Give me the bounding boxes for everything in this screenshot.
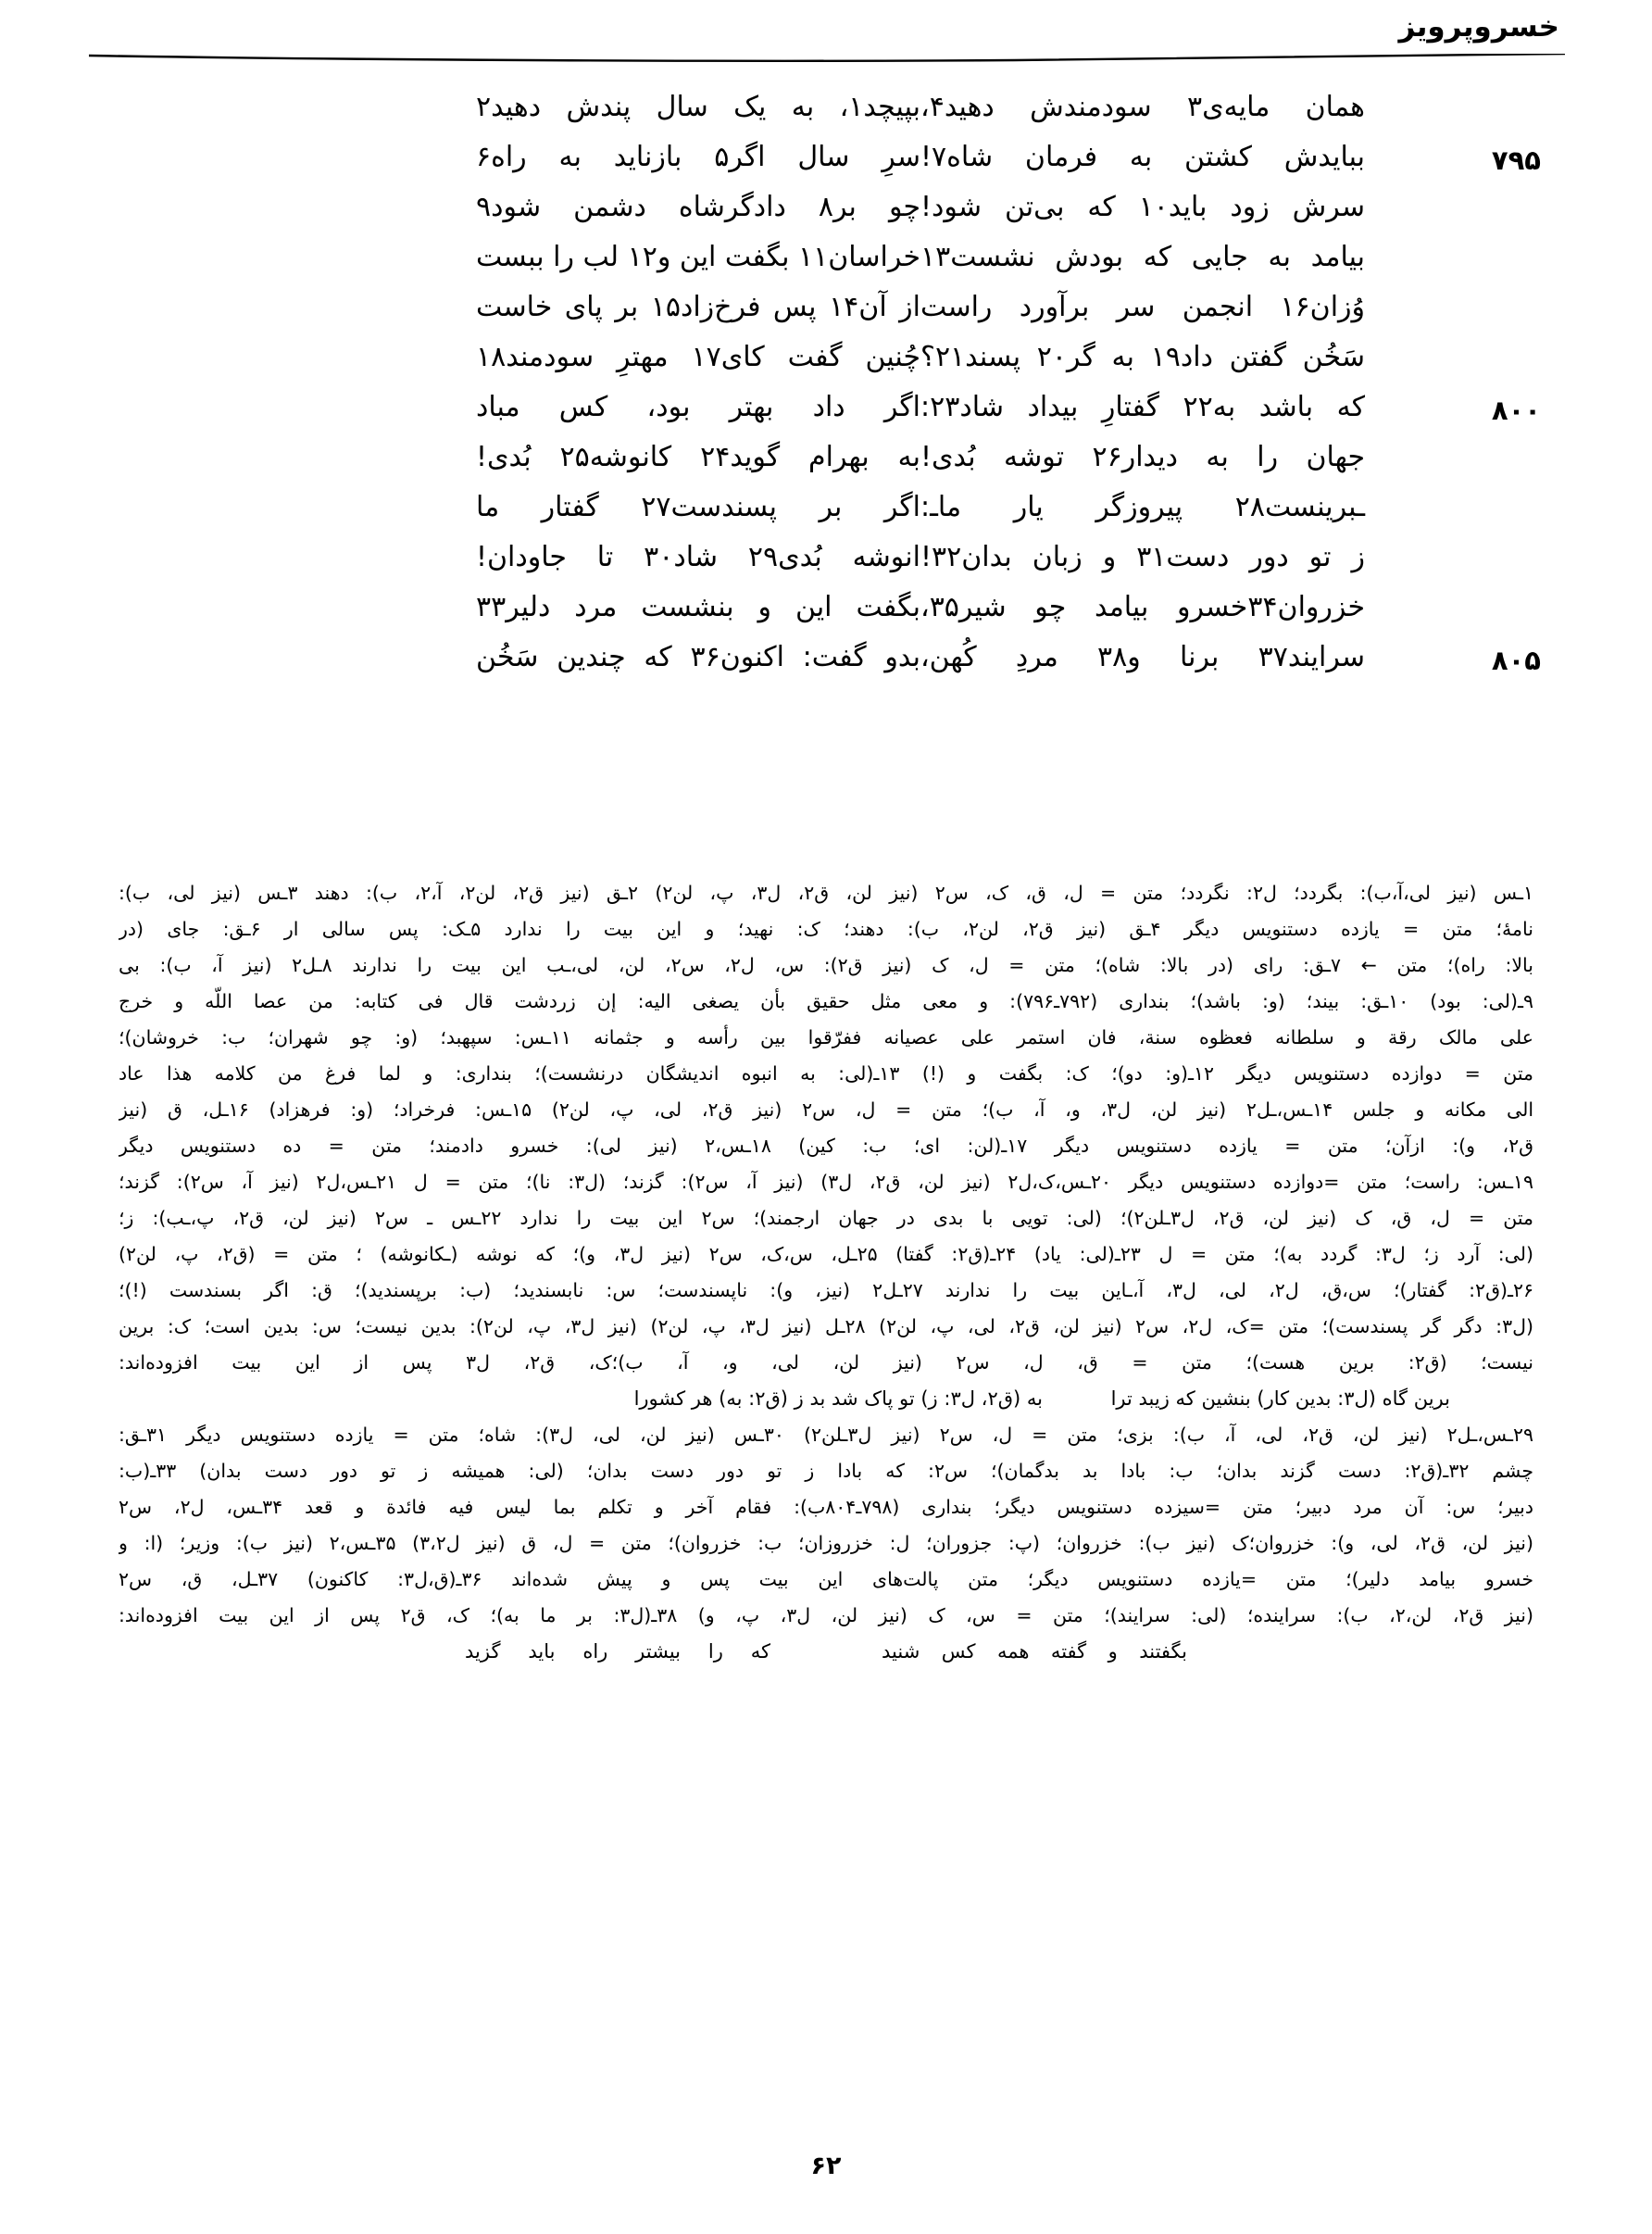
- verse-row: [111, 389, 1541, 439]
- verse-number: [1439, 239, 1541, 245]
- verse-row: [111, 539, 1541, 589]
- verse-row: [111, 189, 1541, 239]
- hemistich-second: ـبرینست۲۸ پیروزگر یار ماـ:: [920, 491, 1365, 523]
- hemistich-first: چُنین گفت کای۱۷ مهترِ سودمند۱۸: [476, 341, 920, 373]
- verse-row: [111, 289, 1541, 339]
- verse-number: [1439, 189, 1541, 195]
- apparatus-line: متن = دوازده دستنویس دیگر ۱۲ـ(و: دو)؛ ک: بگفت و (!) ۱۳ـ(لی: به انبوه اندیشگان درنشست)؛ بنداری: و لما فرغ من کلامه هذا عاد: [119, 1062, 1533, 1085]
- hemistich-second: جهان را به دیدار۲۶ توشه بُدی!: [920, 441, 1366, 473]
- verse-row: [111, 89, 1541, 139]
- verse-number: [1439, 589, 1541, 595]
- hemistich-second: سرش زود باید۱۰ که بی‌تن شود!: [920, 191, 1365, 223]
- hemistich-first: انوشه بُدی۲۹ شاد۳۰ تا جاودان!: [476, 541, 920, 573]
- apparatus-line: ۹ـ(لی: بود) ۱۰ـق: بیند؛ (و: باشد)؛ بنداری (۷۹۲ـ۷۹۶): و معی مثل حقیق بأن یصغی الیه: إن زردشت قال فی کتابه: من عصا اللّه و خرج: [119, 990, 1533, 1012]
- apparatus-line: چشم ۳۲ـ(ق۲: دست گزند بدان؛ ب: بادا بد بدگمان)؛ س۲: که بادا ز تو دور دست بدان؛ (لی: همیشه ز تو دور دست بدان) ۳۳ـ(ب:: [119, 1460, 1533, 1482]
- hemistich-second: خزروان۳۴خسرو بیامد چو شیر۳۵،: [920, 591, 1365, 623]
- verse-number: [1439, 339, 1541, 345]
- page-header: [0, 9, 1652, 65]
- apparatus-criticus: [119, 875, 1533, 1670]
- verse-number: [1439, 89, 1541, 94]
- inline-verse-gap: [770, 1634, 882, 1670]
- apparatus-line: ۱ـس (نیز لی،آ،ب): بگردد؛ ل۲: نگردد؛ متن = ل، ق، ک، س۲ (نیز لن، ق۲، ل۳، پ، لن۲) ۲ـق (نیز ق۲، لن۲، آ،۲، ب): دهند ۳ـس (نیز لی، ب):: [119, 882, 1533, 904]
- hemistich-first: از آن۱۴ پس فرخ‌زاد۱۵ بر پای خاست: [476, 291, 921, 323]
- inline-verse-gap: [1043, 1381, 1145, 1417]
- verse-number: ۷۹۵: [1491, 144, 1541, 176]
- verse-number: [1439, 439, 1541, 445]
- inline-verse-hemistich-second: که را بیشتر راه باید گزید: [465, 1640, 770, 1663]
- apparatus-inline-verse: [119, 1634, 1533, 1670]
- apparatus-line: الی مکانه و جلس ۱۴ـس،ـل۲ (نیز لن، ل۳، و، آ، ب)؛ متن = ل، س۲ (نیز ق۲، لی، پ، لن۲) ۱۵ـس: فرخراد؛ (و: فرهزاد) ۱۶ـل، ق (نیز: [119, 1098, 1533, 1121]
- apparatus-line: (ل۳: دگر گر پسندست)؛ متن =ک، ل۲، س۲ (نیز لن، ق۲، لی، پ، لن۲) ۲۸ـل (نیز ل۳، پ، لن۲) (نیز ل۳، پ، لن۲): بدین نیست؛ س: بدین است؛ ک: برین: [119, 1315, 1533, 1337]
- apparatus-line: متن = ل، ق، ک (نیز لن، ق۲، ل۳ـلن۲)؛ (لی: تویی با بدی در جهان ارجمند)؛ س۲ این بیت را ندارد ۲۲ـس ـ س۲ (نیز لن، ق۲، پ،ـب): ز؛: [119, 1207, 1533, 1229]
- apparatus-line: علی مالک رقة و سلطانه فعظوه سنة، فان استمر علی عصیانه ففرّقوا بین رأسه و جثمانه ۱۱ـس: سپهبد؛ (و: چو شهران؛ ب: خروشان)؛: [119, 1026, 1533, 1048]
- hemistich-first: به بهرام گوید۲۴ کانوشه۲۵ بُدی!: [476, 441, 920, 473]
- inline-verse-hemistich-first: بگفتند و گفته همه کس شنید: [882, 1640, 1187, 1663]
- apparatus-line: نامهٔ؛ متن = یازده دستنویس دیگر ۴ـق (نیز ق۲، لن۲، ب): دهند؛ ک: نهید؛ و این بیت را ندارد ۵ـک: پس سالی ار ۶ـق: جای (در: [119, 918, 1533, 940]
- apparatus-line: نیست؛ (ق۲: برین هست)؛ متن = ق، ل، س۲ (نیز لن، لی، و، آ، ب)؛ک، ق۲، ل۳ پس از این بیت افزوده‌اند:: [119, 1351, 1533, 1374]
- header-rule: [89, 54, 1565, 63]
- apparatus-line: (نیز لن، ق۲، لی، و): خزروان؛ک (نیز ب): خزروان؛ (پ: جزوران؛ ل: خزروزان؛ ب: خزروان)؛ متن = ل، ق (نیز ل۳،۲) ۳۵ـس،۲ (نیز ب): وزیر؛ (ا: و: [119, 1532, 1533, 1554]
- hemistich-second: همان مایه‌ی۳ سودمندش دهید۴،: [920, 91, 1365, 123]
- verse-block: [111, 89, 1541, 689]
- verse-number: [1439, 289, 1541, 295]
- apparatus-line: ق۲، و): ازآن؛ متن = یازده دستنویس دیگر ۱۷ـ(لن: ای؛ ب: کین) ۱۸ـس،۲ (نیز لی): خسرو دادمند؛ متن = ده دستنویس دیگر: [119, 1135, 1533, 1157]
- verse-row: [111, 239, 1541, 289]
- apparatus-line: (نیز ق۲، لن،۲، ب): سراینده؛ (لی: سرایند)؛ متن = س، ک (نیز لن، ل۳، پ، و) ۳۸ـ(ل۳: بر ما به)؛ ک، ق۲ پس از این بیت افزوده‌اند:: [119, 1604, 1533, 1626]
- apparatus-inline-verse: [119, 1381, 1533, 1417]
- page-number: ۶۲: [810, 2152, 842, 2180]
- verse-row: [111, 639, 1541, 689]
- hemistich-first: بدو گفت: اکنون۳۶ که چندین سَخُن: [476, 641, 920, 673]
- hemistich-second: بیامد به جایی که بودش نشست۱۳: [920, 241, 1365, 273]
- verse-row: [111, 339, 1541, 389]
- hemistich-first: بپیچد۱، به یک سال پندش دهید۲: [476, 91, 920, 123]
- hemistich-first: سرِ سال اگر۵ بازناید به راه۶: [476, 141, 920, 173]
- verse-row: [111, 139, 1541, 189]
- hemistich-first: اگر داد بهتر بود، کس مباد: [476, 391, 920, 423]
- apparatus-line: ۱۹ـس: راست؛ متن =دوازده دستنویس دیگر ۲۰ـس،ک،ل۲ (نیز لن، ق۲، ل۳) (نیز آ، س۲): گزند؛ (ل۳: نا)؛ متن = ل ۲۱ـس،ل۲ (نیز آ، س۲): گزند؛: [119, 1171, 1533, 1193]
- apparatus-line: خسرو بیامد دلیر)؛ متن =یازده دستنویس دیگر؛ متن پالت‌های این بیت پس و پیش شده‌اند ۳۶ـ(ق،ل۳: کاکنون) ۳۷ـل، ق، س۲: [119, 1568, 1533, 1590]
- hemistich-second: ز تو دور دست۳۱ و زبان بدان۳۲!: [920, 541, 1365, 573]
- apparatus-line: ۲۹ـس،ـل۲ (نیز لن، ق۲، لی، آ، ب): بزی؛ متن = ل، س۲ (نیز ل۳ـلن۲) ۳۰ـس (نیز لن، لی، ل۳): شاه؛ متن = یازده دستنویس دیگر ۳۱ـق:: [119, 1424, 1533, 1446]
- apparatus-line: (لی: آرد ز؛ ل۳: گردد به)؛ متن = ل ۲۳ـ(لی: یاد) ۲۴ـ(ق۲: گفتا) ۲۵ـل، س،ک، س۲ (نیز ل۳، و)؛ که نوشه (ـکانوشه) ؛ متن = (ق۲، پ، لن۲): [119, 1243, 1533, 1265]
- hemistich-first: بگفت این و بنشست مرد دلیر۳۳: [476, 591, 920, 623]
- hemistich-second: سَخُن گفتن داد۱۹ به گر۲۰ پسند۲۱؟: [920, 341, 1366, 373]
- verse-number: [1439, 539, 1541, 545]
- apparatus-line: ۲۶ـ(ق۲: گفتار)؛ س،ق، ل۲، لی، ل۳، آ،ـاین بیت را ندارند ۲۷ـل۲ (نیز، و): ناپسندست؛ س: نابسندید؛ (ب: برپسندید)؛ ق: اگر بسندست (!)؛: [119, 1279, 1533, 1301]
- inline-verse-indent: [1450, 1381, 1533, 1417]
- verse-row: [111, 589, 1541, 639]
- apparatus-line: دبیر؛ س: آن مرد دبیر؛ متن =سیزده دستنویس دیگر؛ بنداری (۷۹۸ـ۸۰۴ب): فقام آخر و تکلم بما لیس فیه فائدة و قعد ۳۴ـس، ل۲، س۲: [119, 1496, 1533, 1518]
- apparatus-line: بالا: راه)؛ متن ← ۷ـق: رای (در بالا: شاه)؛ متن = ل، ک (نیز ق۲): س، ل۲، س۲، لن، لی،ـب این بیت را ندارند ۸ـل۲ (نیز آ، ب): بی: [119, 954, 1533, 976]
- hemistich-second: سرایند۳۷ برنا و۳۸ مردِ کُهن،: [920, 641, 1366, 673]
- inline-verse-hemistich-first: برین گاه (ل۳: بدین کار) بنشین که زیبد ترا: [1110, 1387, 1450, 1410]
- verse-number: ۸۰۰: [1491, 395, 1541, 426]
- hemistich-first: اگر بر پسندست۲۷ گفتار ما: [476, 491, 920, 523]
- hemistich-first: چو بر۸ دادگرشاه دشمن شود۹: [476, 191, 920, 223]
- inline-verse-hemistich-second: به (ق۲، ل۳: ز) تو پاک شد بد ز (ق۲: به) هر کشورا: [633, 1387, 1043, 1410]
- hemistich-second: وُزان۱۶ انجمن سر برآورد راست: [920, 291, 1365, 323]
- hemistich-second: که باشد به۲۲ گفتارِ بیداد شاد۲۳:: [920, 391, 1366, 423]
- rule-line-icon: [89, 54, 1565, 63]
- verse-row: [111, 439, 1541, 489]
- verse-row: [111, 489, 1541, 539]
- verse-number: ۸۰۵: [1491, 645, 1541, 676]
- verse-number: [1439, 489, 1541, 495]
- hemistich-first: خراسان۱۱ بگفت این و۱۲ لب را ببست: [475, 241, 920, 273]
- hemistich-second: بباید‌ش کشتن به فرمان شاه۷!: [920, 141, 1365, 173]
- running-head: خسروپرویز: [1398, 10, 1559, 44]
